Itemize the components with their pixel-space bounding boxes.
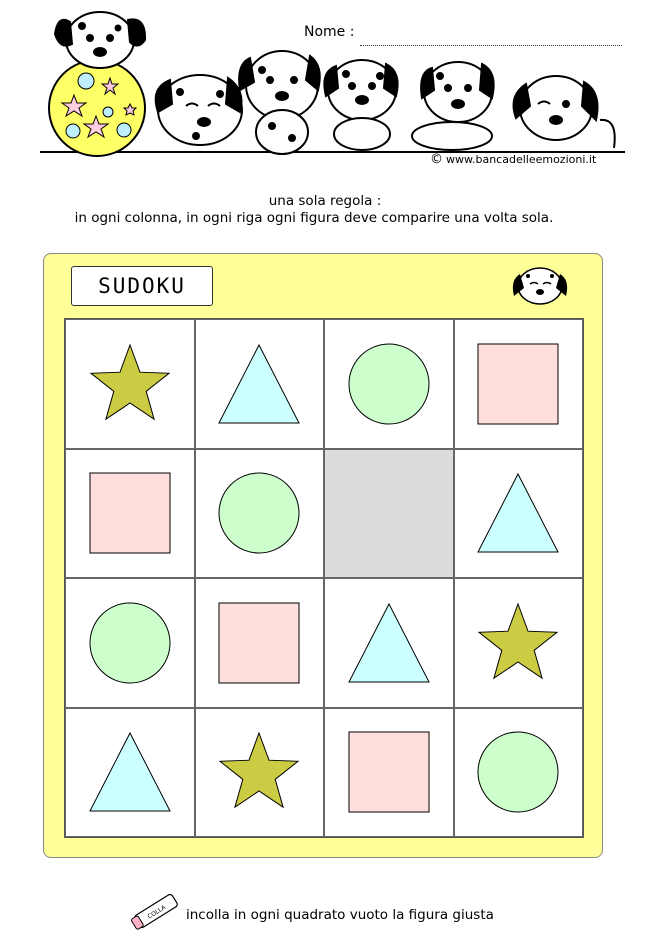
grid-cell (65, 578, 195, 708)
grid-cell (195, 319, 325, 449)
puppy-1-illustration (55, 12, 145, 68)
sudoku-title: SUDOKU (71, 266, 213, 306)
glue-label: COLLA (146, 904, 168, 921)
star-shape (85, 339, 175, 429)
star-shape (214, 727, 304, 817)
sudoku-grid (64, 318, 584, 838)
site-url: www.bancadelleemozioni.it (446, 153, 597, 166)
copyright-site (430, 152, 596, 167)
puppy-face-icon (510, 262, 570, 308)
footer (128, 888, 548, 934)
grid-cell (324, 708, 454, 838)
square-shape (473, 339, 563, 429)
sudoku-panel (43, 253, 603, 858)
grid-cell (195, 708, 325, 838)
grid-cell (454, 708, 584, 838)
triangle-shape (344, 598, 434, 688)
puppy-5-illustration (412, 62, 494, 150)
triangle-shape (473, 468, 563, 558)
instructions (0, 193, 650, 227)
square-shape (85, 468, 175, 558)
puppy-4-illustration (324, 60, 397, 150)
star-shape (473, 598, 563, 688)
puppy-6-illustration (514, 76, 615, 148)
grid-cell (324, 319, 454, 449)
puppy-2-illustration (156, 75, 242, 145)
grid-cell (65, 708, 195, 838)
grid-cell (195, 449, 325, 579)
ball-illustration (49, 60, 145, 156)
copyright-symbol: © (430, 152, 443, 167)
rule-line-1: una sola regola : (268, 193, 382, 209)
circle-shape (214, 468, 304, 558)
puppy-3-illustration (239, 51, 320, 154)
grid-cell (454, 578, 584, 708)
grid-cell (65, 319, 195, 449)
triangle-shape (85, 727, 175, 817)
grid-cell (454, 449, 584, 579)
name-label: Nome : (304, 24, 355, 40)
circle-shape (85, 598, 175, 688)
footer-instruction: incolla in ogni quadrato vuoto la figura giusta (186, 907, 494, 923)
grid-cell (65, 449, 195, 579)
square-shape (214, 598, 304, 688)
header-illustration (0, 0, 650, 180)
glue-stick-icon (128, 888, 184, 934)
circle-shape (344, 339, 434, 429)
name-input-line[interactable] (360, 45, 622, 46)
grid-cell (195, 578, 325, 708)
triangle-shape (214, 339, 304, 429)
grid-cell (454, 319, 584, 449)
empty-cell[interactable] (324, 449, 454, 579)
grid-cell (324, 578, 454, 708)
square-shape (344, 727, 434, 817)
rule-line-2: in ogni colonna, in ogni riga ogni figura deve comparire una volta sola. (74, 210, 554, 226)
circle-shape (473, 727, 563, 817)
